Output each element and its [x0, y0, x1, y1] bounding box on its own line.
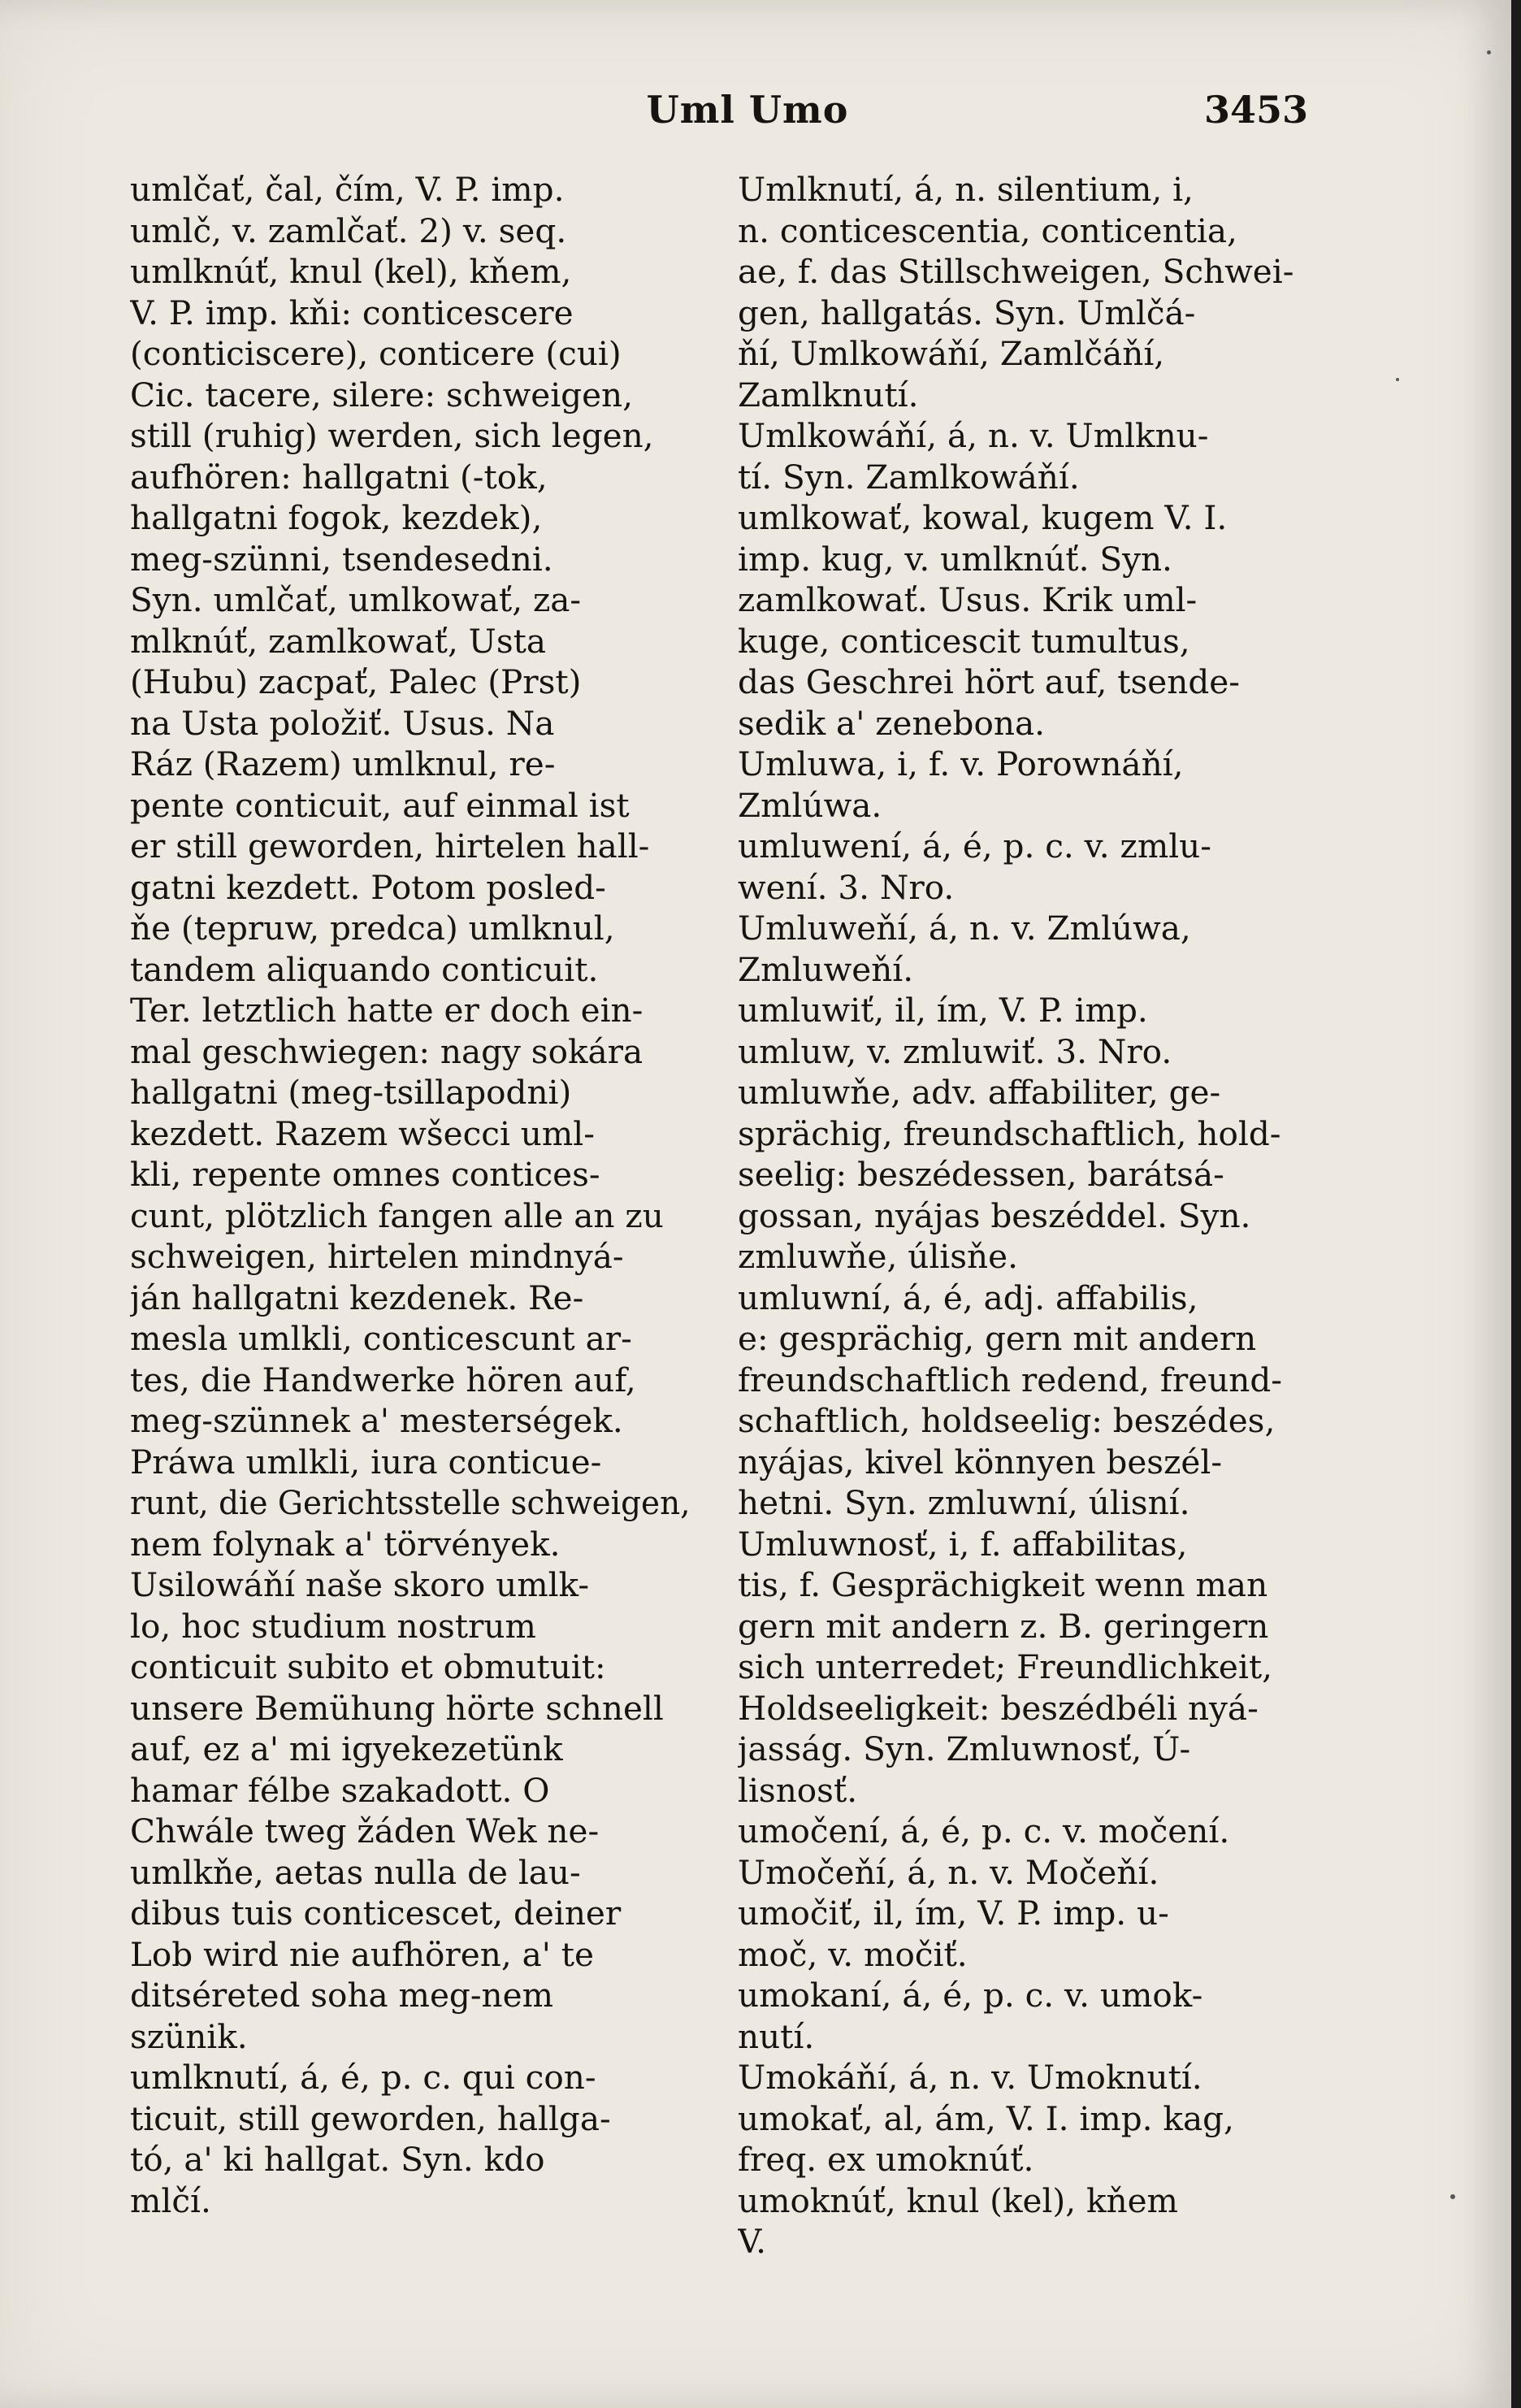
text-line: ditséreted soha meg-nem — [130, 1976, 553, 2015]
text-line: lisnosť. — [738, 1770, 858, 1810]
text-line: umlčať, čal, čím, V. P. imp. — [130, 170, 565, 209]
text-line: umluw, v. zmluwiť. 3. Nro. — [738, 1031, 1172, 1071]
text-line: Umluwa, i, f. v. Porownáňí, — [738, 744, 1184, 783]
text-line: V. — [738, 2222, 767, 2261]
text-line: nyájas, kivel könnyen beszél- — [738, 1442, 1223, 1482]
text-line: Usilowáňí naše skoro umlk- — [130, 1565, 590, 1604]
text-line: das Geschrei hört auf, tsende- — [738, 662, 1240, 701]
text-line: hetni. Syn. zmluwní, úlisní. — [738, 1483, 1190, 1522]
text-line: zmluwňe, úlisňe. — [738, 1237, 1018, 1276]
text-line: nem folynak a' törvények. — [130, 1524, 561, 1564]
text-line: umokať, al, ám, V. I. imp. kag, — [738, 2098, 1234, 2138]
text-line: umočení, á, é, p. c. v. močení. — [738, 1811, 1230, 1850]
text-line: runt, die Gerichtsstelle schweigen, — [130, 1483, 691, 1522]
text-line: dibus tuis conticescet, deiner — [130, 1894, 622, 1933]
text-line: Cic. tacere, silere: schweigen, — [130, 375, 634, 414]
text-line: umlknutí, á, é, p. c. qui con- — [130, 2058, 596, 2097]
text-line: Zmluweňí. — [738, 949, 914, 989]
text-line: szünik. — [130, 2016, 248, 2056]
text-line: unsere Bemühung hörte schnell — [130, 1688, 664, 1728]
text-line: cunt, plötzlich fangen alle an zu — [130, 1195, 664, 1235]
text-line: aufhören: hallgatni (-tok, — [130, 457, 548, 497]
text-line: gatni kezdett. Potom posled- — [130, 867, 606, 907]
text-line: gossan, nyájas beszéddel. Syn. — [738, 1195, 1251, 1235]
text-line: umoknúť, knul (kel), kňem — [738, 2180, 1178, 2220]
text-line: sprächig, freundschaftlich, hold- — [738, 1113, 1281, 1153]
text-line: schweigen, hirtelen mindnyá- — [130, 1237, 624, 1276]
text-line: seelig: beszédessen, barátsá- — [738, 1155, 1224, 1194]
text-line: Holdseeligkeit: beszédbéli nyá- — [738, 1688, 1259, 1728]
paper-speck — [1396, 378, 1399, 381]
text-line: Umokáňí, á, n. v. Umoknutí. — [738, 2058, 1202, 2097]
page-header — [122, 88, 1308, 137]
text-line: (Hubu) zacpať, Palec (Prst) — [130, 662, 582, 701]
text-line: umlč, v. zamlčať. 2) v. seq. — [130, 210, 567, 250]
text-line: hamar félbe szakadott. O — [130, 1770, 550, 1810]
text-line: Zmlúwa. — [738, 785, 882, 825]
text-line: kezdett. Razem wšecci uml- — [130, 1113, 595, 1153]
text-line: e: gesprächig, gern mit andern — [738, 1319, 1257, 1358]
running-head: Uml Umo — [646, 88, 849, 132]
text-line: gern mit andern z. B. geringern — [738, 1606, 1269, 1646]
text-line: Umlknutí, á, n. silentium, i, — [738, 170, 1194, 209]
text-line: Lob wird nie aufhören, a' te — [130, 1934, 594, 1974]
text-line: still (ruhig) werden, sich legen, — [130, 416, 654, 455]
left-column — [130, 169, 691, 2221]
text-line: umluwňe, adv. affabiliter, ge- — [738, 1073, 1221, 1112]
text-line: schaftlich, holdseelig: beszédes, — [738, 1401, 1276, 1440]
text-line: Umluweňí, á, n. v. Zmlúwa, — [738, 909, 1191, 948]
text-line: Umluwnosť, i, f. affabilitas, — [738, 1524, 1188, 1564]
text-line: ňí, Umlkowáňí, Zamlčáňí, — [738, 334, 1165, 373]
text-line: lo, hoc studium nostrum — [130, 1606, 536, 1646]
text-line: umlkňe, aetas nulla de lau- — [130, 1852, 581, 1892]
text-line: tó, a' ki hallgat. Syn. kdo — [130, 2140, 545, 2179]
text-line: mesla umlkli, conticescunt ar- — [130, 1319, 632, 1358]
text-line: zamlkowať. Usus. Krik uml- — [738, 580, 1198, 619]
text-line: tandem aliquando conticuit. — [130, 949, 599, 989]
text-line: freq. ex umoknúť. — [738, 2140, 1034, 2179]
text-line: kli, repente omnes contices- — [130, 1155, 600, 1194]
text-line: mal geschwiegen: nagy sokára — [130, 1031, 644, 1071]
text-line: pente conticuit, auf einmal ist — [130, 785, 630, 825]
text-line: n. conticescentia, conticentia, — [738, 210, 1237, 250]
paper-speck — [1450, 2194, 1455, 2199]
paper-speck — [1487, 50, 1491, 54]
text-line: wení. 3. Nro. — [738, 867, 955, 907]
text-line: sedik a' zenebona. — [738, 703, 1045, 743]
page-number: 3453 — [1203, 88, 1308, 132]
text-line: tis, f. Gesprächigkeit wenn man — [738, 1565, 1268, 1604]
text-line: Práwa umlkli, iura conticue- — [130, 1442, 602, 1482]
text-line: gen, hallgatás. Syn. Umlčá- — [738, 293, 1196, 332]
text-line: tí. Syn. Zamlkowáňí. — [738, 457, 1080, 497]
text-line: conticuit subito et obmutuit: — [130, 1647, 606, 1686]
text-line: ae, f. das Stillschweigen, Schwei- — [738, 252, 1294, 291]
text-line: er still geworden, hirtelen hall- — [130, 827, 650, 866]
text-line: Syn. umlčať, umlkowať, za- — [130, 580, 582, 619]
text-line: umokaní, á, é, p. c. v. umok- — [738, 1976, 1203, 2015]
text-line: mlčí. — [130, 2180, 211, 2220]
text-line: Zamlknutí. — [738, 375, 919, 414]
text-line: sich unterredet; Freundlichkeit, — [738, 1647, 1272, 1686]
text-line: Ráz (Razem) umlknul, re- — [130, 744, 556, 783]
text-line: hallgatni fogok, kezdek), — [130, 498, 543, 537]
text-line: V. P. imp. kňi: conticescere — [130, 293, 574, 332]
text-line: hallgatni (meg-tsillapodni) — [130, 1073, 572, 1112]
text-line: na Usta položiť. Usus. Na — [130, 703, 555, 743]
text-line: freundschaftlich redend, freund- — [738, 1360, 1282, 1399]
text-line: mlknúť, zamlkowať, Usta — [130, 621, 547, 661]
text-line: umlkowať, kowal, kugem V. I. — [738, 498, 1228, 537]
text-line: umluwení, á, é, p. c. v. zmlu- — [738, 827, 1211, 866]
text-line: moč, v. močiť. — [738, 1934, 968, 1974]
text-line: umlknúť, knul (kel), kňem, — [130, 252, 572, 291]
text-line: ticuit, still geworden, hallga- — [130, 2098, 611, 2138]
text-line: (conticiscere), conticere (cui) — [130, 334, 622, 373]
text-line: kuge, conticescit tumultus, — [738, 621, 1190, 661]
text-line: umočiť, il, ím, V. P. imp. u- — [738, 1894, 1169, 1933]
text-line: Chwále tweg žáden Wek ne- — [130, 1811, 600, 1850]
text-line: nutí. — [738, 2016, 815, 2056]
text-line: umluwní, á, é, adj. affabilis, — [738, 1278, 1198, 1317]
text-line: tes, die Handwerke hören auf, — [130, 1360, 636, 1399]
text-line: jasság. Syn. Zmluwnosť, Ú- — [738, 1729, 1191, 1768]
text-line: imp. kug, v. umlknúť. Syn. — [738, 539, 1172, 579]
text-line: auf, ez a' mi igyekezetünk — [130, 1729, 563, 1768]
text-line: ján hallgatni kezdenek. Re- — [130, 1278, 584, 1317]
text-line: Ter. letztlich hatte er doch ein- — [130, 991, 644, 1030]
text-line: meg-szünni, tsendesedni. — [130, 539, 553, 579]
text-line: Umlkowáňí, á, n. v. Umlknu- — [738, 416, 1209, 455]
text-line: Umočeňí, á, n. v. Močeňí. — [738, 1852, 1159, 1892]
text-line: meg-szünnek a' mesterségek. — [130, 1401, 623, 1440]
text-line: umluwiť, il, ím, V. P. imp. — [738, 991, 1148, 1030]
right-column — [738, 169, 1298, 2263]
text-line: ňe (tepruw, predca) umlknul, — [130, 909, 615, 948]
